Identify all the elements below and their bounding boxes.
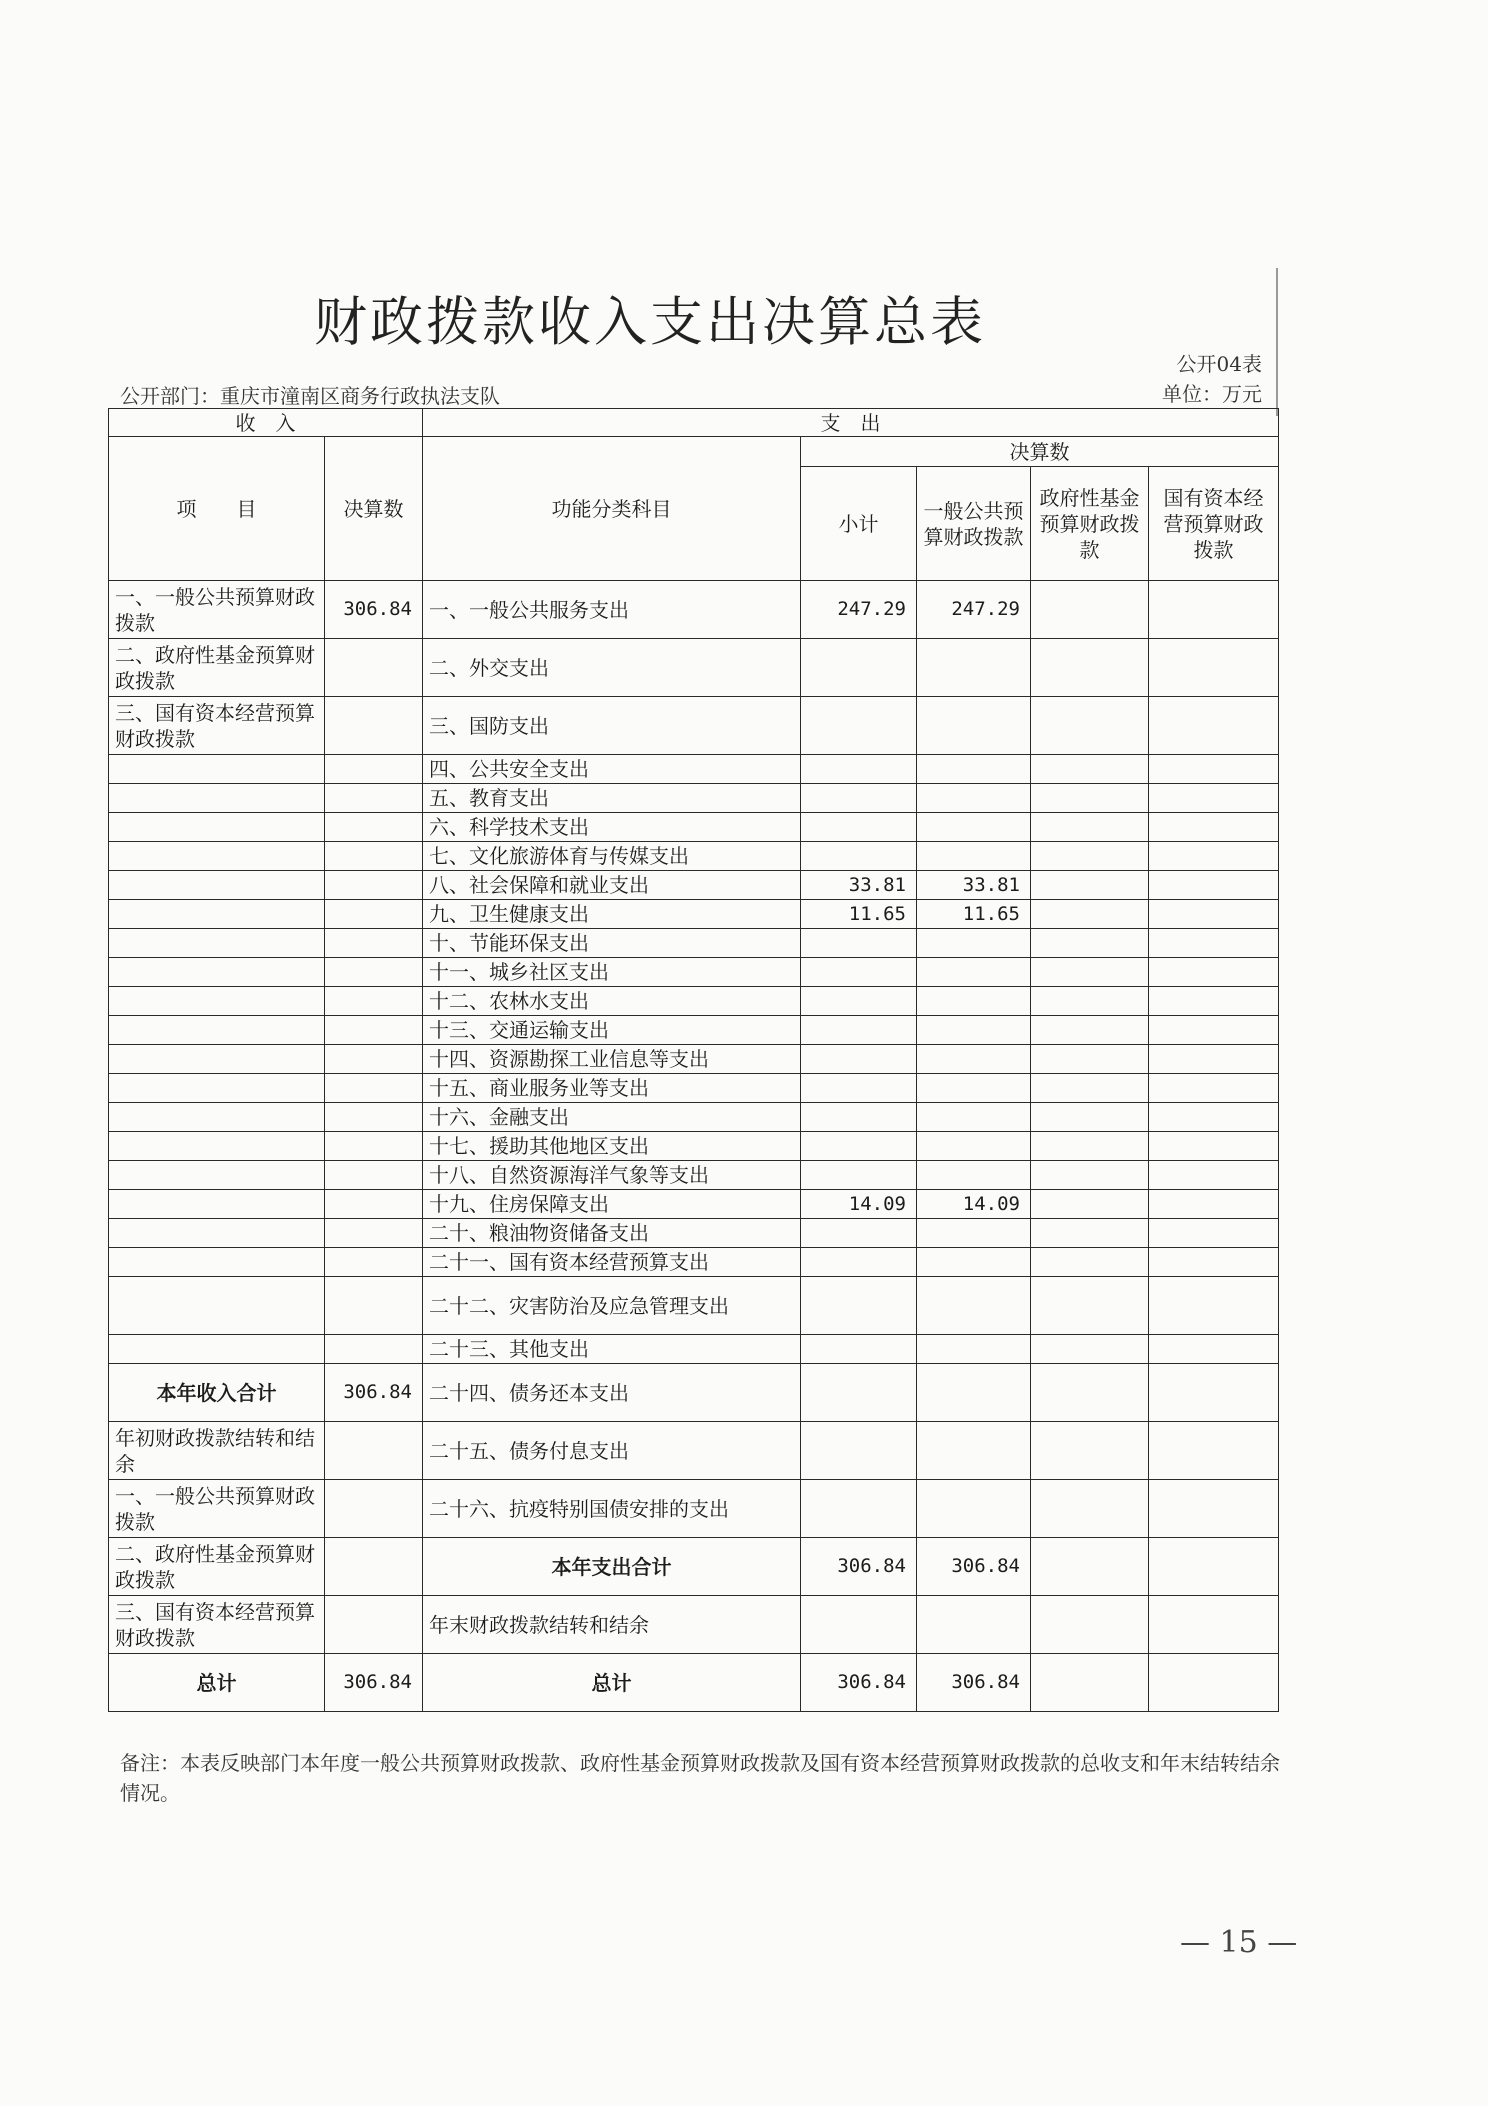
income-amount — [325, 1277, 423, 1335]
income-amount — [325, 1016, 423, 1045]
page-edge-line — [1276, 268, 1278, 416]
table-row — [109, 1335, 1279, 1364]
category-item: 二十四、债务还本支出 — [423, 1364, 801, 1422]
budget-table — [108, 408, 1279, 1712]
income-item: 三、国有资本经营预算财政拨款 — [109, 697, 325, 755]
state-capital-value — [1149, 1364, 1279, 1422]
state-capital-value — [1149, 1335, 1279, 1364]
general-value — [917, 1422, 1031, 1480]
gov-fund-value — [1031, 639, 1149, 697]
general-value: 14.09 — [917, 1190, 1031, 1219]
state-capital-value — [1149, 1103, 1279, 1132]
subtotal-value — [801, 813, 917, 842]
subtotal-value: 14.09 — [801, 1190, 917, 1219]
subtotal-value — [801, 958, 917, 987]
gov-fund-value — [1031, 1190, 1149, 1219]
general-value — [917, 755, 1031, 784]
general-value — [917, 958, 1031, 987]
table-row — [109, 842, 1279, 871]
gov-fund-value — [1031, 813, 1149, 842]
expense-header: 支 出 — [423, 409, 1279, 437]
state-capital-value — [1149, 958, 1279, 987]
gov-fund-value — [1031, 697, 1149, 755]
subtotal-value — [801, 1364, 917, 1422]
state-capital-value — [1149, 1654, 1279, 1712]
state-capital-value — [1149, 1596, 1279, 1654]
income-amount — [325, 1422, 423, 1480]
expense-total-label: 本年支出合计 — [423, 1538, 801, 1596]
income-item — [109, 1161, 325, 1190]
general-value — [917, 1277, 1031, 1335]
income-item — [109, 1103, 325, 1132]
page-title: 财政拨款收入支出决算总表 — [314, 292, 986, 353]
category-item: 二十二、灾害防治及应急管理支出 — [423, 1277, 801, 1335]
subtotal-value — [801, 697, 917, 755]
general-value — [917, 987, 1031, 1016]
state-capital-value — [1149, 1422, 1279, 1480]
subtotal-value: 247.29 — [801, 581, 917, 639]
gov-fund-value — [1031, 871, 1149, 900]
subtotal-value — [801, 1248, 917, 1277]
table-row — [109, 1277, 1279, 1335]
general-value — [917, 842, 1031, 871]
income-amount — [325, 1074, 423, 1103]
income-amount — [325, 987, 423, 1016]
subtotal-value — [801, 639, 917, 697]
subtotal-value — [801, 755, 917, 784]
category-item: 二十三、其他支出 — [423, 1335, 801, 1364]
income-item — [109, 1190, 325, 1219]
general-value: 306.84 — [917, 1654, 1031, 1712]
subtotal-value — [801, 1277, 917, 1335]
category-item: 四、公共安全支出 — [423, 755, 801, 784]
state-capital-value — [1149, 1074, 1279, 1103]
subtotal-value — [801, 1219, 917, 1248]
gov-fund-value — [1031, 958, 1149, 987]
state-capital-value — [1149, 1045, 1279, 1074]
gov-fund-value — [1031, 842, 1149, 871]
subtotal-value — [801, 842, 917, 871]
table-row — [109, 697, 1279, 755]
income-item: 三、国有资本经营预算财政拨款 — [109, 1596, 325, 1654]
income-amount — [325, 1161, 423, 1190]
footnote: 备注：本表反映部门本年度一般公共预算财政拨款、政府性基金预算财政拨款及国有资本经营预算财政拨款的总收支和年末结转结余情况。 — [120, 1751, 1280, 1805]
general-value — [917, 784, 1031, 813]
table-row — [109, 1538, 1279, 1596]
category-item: 六、科学技术支出 — [423, 813, 801, 842]
income-amount: 306.84 — [325, 1364, 423, 1422]
income-item — [109, 1219, 325, 1248]
general-value — [917, 697, 1031, 755]
gov-fund-value — [1031, 1219, 1149, 1248]
gov-fund-value — [1031, 1335, 1149, 1364]
income-header: 收 入 — [109, 409, 423, 437]
income-item — [109, 1132, 325, 1161]
gov-fund-value — [1031, 1480, 1149, 1538]
table-row — [109, 1219, 1279, 1248]
income-amount — [325, 929, 423, 958]
state-capital-value — [1149, 929, 1279, 958]
general-value — [917, 813, 1031, 842]
table-row — [109, 987, 1279, 1016]
subtotal-value: 33.81 — [801, 871, 917, 900]
gov-fund-value — [1031, 987, 1149, 1016]
budget-header: 决算数 — [801, 437, 1279, 467]
table-row — [109, 1480, 1279, 1538]
general-value — [917, 1596, 1031, 1654]
income-item: 一、一般公共预算财政拨款 — [109, 1480, 325, 1538]
income-amount — [325, 1538, 423, 1596]
income-item: 年初财政拨款结转和结余 — [109, 1422, 325, 1480]
gov-fund-value — [1031, 581, 1149, 639]
subtotal-value — [801, 1103, 917, 1132]
category-item: 三、国防支出 — [423, 697, 801, 755]
category-item: 十八、自然资源海洋气象等支出 — [423, 1161, 801, 1190]
general-value: 11.65 — [917, 900, 1031, 929]
income-total-label: 本年收入合计 — [109, 1364, 325, 1422]
gov-fund-value — [1031, 1161, 1149, 1190]
gov-fund-value — [1031, 1016, 1149, 1045]
general-budget-header: 一般公共预算财政拨款 — [917, 467, 1031, 581]
category-header: 功能分类科目 — [423, 437, 801, 581]
category-item: 五、教育支出 — [423, 784, 801, 813]
table-row — [109, 929, 1279, 958]
income-amount — [325, 784, 423, 813]
table-row — [109, 784, 1279, 813]
table-row — [109, 1654, 1279, 1712]
income-amount — [325, 900, 423, 929]
subtotal-value: 306.84 — [801, 1654, 917, 1712]
subtotal-value — [801, 1422, 917, 1480]
state-capital-header: 国有资本经营预算财政拨款 — [1149, 467, 1279, 581]
general-value: 33.81 — [917, 871, 1031, 900]
subtotal-value — [801, 1596, 917, 1654]
table-row — [109, 639, 1279, 697]
category-item: 十六、金融支出 — [423, 1103, 801, 1132]
grand-total-label: 总计 — [109, 1654, 325, 1712]
state-capital-value — [1149, 1132, 1279, 1161]
gov-fund-value — [1031, 1074, 1149, 1103]
general-value — [917, 1016, 1031, 1045]
gov-fund-value — [1031, 755, 1149, 784]
income-item — [109, 900, 325, 929]
gov-fund-value — [1031, 1045, 1149, 1074]
income-amount — [325, 1132, 423, 1161]
subtotal-value — [801, 1045, 917, 1074]
income-item — [109, 784, 325, 813]
income-amount — [325, 1248, 423, 1277]
income-amount — [325, 871, 423, 900]
gov-fund-value — [1031, 929, 1149, 958]
state-capital-value — [1149, 581, 1279, 639]
income-amount — [325, 639, 423, 697]
table-row — [109, 755, 1279, 784]
table-row — [109, 900, 1279, 929]
subtotal-value — [801, 1480, 917, 1538]
state-capital-value — [1149, 813, 1279, 842]
gov-fund-value — [1031, 1248, 1149, 1277]
gov-fund-value — [1031, 1132, 1149, 1161]
category-item: 二十一、国有资本经营预算支出 — [423, 1248, 801, 1277]
grand-total-label: 总计 — [423, 1654, 801, 1712]
income-amount: 306.84 — [325, 1654, 423, 1712]
subtotal-value: 306.84 — [801, 1538, 917, 1596]
category-item: 十二、农林水支出 — [423, 987, 801, 1016]
general-value — [917, 1045, 1031, 1074]
subtotal-value — [801, 1132, 917, 1161]
income-item — [109, 987, 325, 1016]
income-item: 二、政府性基金预算财政拨款 — [109, 1538, 325, 1596]
income-item — [109, 929, 325, 958]
state-capital-value — [1149, 1480, 1279, 1538]
category-item: 二十、粮油物资储备支出 — [423, 1219, 801, 1248]
table-row — [109, 813, 1279, 842]
category-item: 七、文化旅游体育与传媒支出 — [423, 842, 801, 871]
category-item: 十四、资源勘探工业信息等支出 — [423, 1045, 801, 1074]
subtotal-value — [801, 1074, 917, 1103]
state-capital-value — [1149, 639, 1279, 697]
income-item — [109, 1074, 325, 1103]
income-amount-header: 决算数 — [325, 437, 423, 581]
gov-fund-value — [1031, 1103, 1149, 1132]
state-capital-value — [1149, 697, 1279, 755]
income-amount — [325, 1480, 423, 1538]
table-row — [109, 958, 1279, 987]
income-amount — [325, 755, 423, 784]
general-value — [917, 1103, 1031, 1132]
gov-fund-header: 政府性基金预算财政拨款 — [1031, 467, 1149, 581]
table-row — [109, 1016, 1279, 1045]
category-item: 年末财政拨款结转和结余 — [423, 1596, 801, 1654]
page-number: — 15 — — [1180, 1925, 1298, 1960]
income-item: 二、政府性基金预算财政拨款 — [109, 639, 325, 697]
category-item: 十、节能环保支出 — [423, 929, 801, 958]
table-row — [109, 581, 1279, 639]
table-row — [109, 871, 1279, 900]
state-capital-value — [1149, 900, 1279, 929]
income-amount — [325, 1219, 423, 1248]
state-capital-value — [1149, 1161, 1279, 1190]
income-item — [109, 958, 325, 987]
income-item — [109, 1016, 325, 1045]
table-row — [109, 1422, 1279, 1480]
state-capital-value — [1149, 1190, 1279, 1219]
state-capital-value — [1149, 755, 1279, 784]
general-value: 306.84 — [917, 1538, 1031, 1596]
category-item: 九、卫生健康支出 — [423, 900, 801, 929]
income-amount: 306.84 — [325, 581, 423, 639]
category-item: 二、外交支出 — [423, 639, 801, 697]
subtotal-value — [801, 1335, 917, 1364]
category-item: 十一、城乡社区支出 — [423, 958, 801, 987]
income-amount — [325, 958, 423, 987]
gov-fund-value — [1031, 1596, 1149, 1654]
general-value — [917, 1074, 1031, 1103]
table-row — [109, 1103, 1279, 1132]
gov-fund-value — [1031, 1422, 1149, 1480]
income-amount — [325, 1335, 423, 1364]
income-amount — [325, 1190, 423, 1219]
general-value — [917, 929, 1031, 958]
table-row — [109, 1248, 1279, 1277]
general-value — [917, 1219, 1031, 1248]
income-item — [109, 871, 325, 900]
item-header: 项 目 — [109, 437, 325, 581]
table-row — [109, 1596, 1279, 1654]
gov-fund-value — [1031, 784, 1149, 813]
general-value — [917, 1132, 1031, 1161]
category-item: 十三、交通运输支出 — [423, 1016, 801, 1045]
category-item: 二十六、抗疫特别国债安排的支出 — [423, 1480, 801, 1538]
subtotal-header: 小计 — [801, 467, 917, 581]
table-row — [109, 1161, 1279, 1190]
state-capital-value — [1149, 842, 1279, 871]
category-item: 十九、住房保障支出 — [423, 1190, 801, 1219]
income-item — [109, 1248, 325, 1277]
category-item: 八、社会保障和就业支出 — [423, 871, 801, 900]
income-amount — [325, 842, 423, 871]
state-capital-value — [1149, 871, 1279, 900]
income-amount — [325, 697, 423, 755]
state-capital-value — [1149, 987, 1279, 1016]
income-item — [109, 1335, 325, 1364]
subtotal-value: 11.65 — [801, 900, 917, 929]
table-row — [109, 1364, 1279, 1422]
unit-label: 单位：万元 — [1162, 382, 1262, 406]
gov-fund-value — [1031, 1364, 1149, 1422]
income-item — [109, 1277, 325, 1335]
form-number: 公开04表 — [1176, 352, 1262, 376]
state-capital-value — [1149, 1016, 1279, 1045]
general-value — [917, 1161, 1031, 1190]
category-item: 二十五、债务付息支出 — [423, 1422, 801, 1480]
category-item: 一、一般公共服务支出 — [423, 581, 801, 639]
state-capital-value — [1149, 1277, 1279, 1335]
subtotal-value — [801, 987, 917, 1016]
state-capital-value — [1149, 1219, 1279, 1248]
general-value — [917, 639, 1031, 697]
income-amount — [325, 1045, 423, 1074]
income-item — [109, 813, 325, 842]
table-row — [109, 1074, 1279, 1103]
table-row — [109, 1190, 1279, 1219]
general-value — [917, 1480, 1031, 1538]
income-amount — [325, 813, 423, 842]
category-item: 十五、商业服务业等支出 — [423, 1074, 801, 1103]
category-item: 十七、援助其他地区支出 — [423, 1132, 801, 1161]
general-value — [917, 1364, 1031, 1422]
table-row — [109, 1132, 1279, 1161]
department-label: 公开部门：重庆市潼南区商务行政执法支队 — [120, 384, 500, 408]
table-row — [109, 1045, 1279, 1074]
income-amount — [325, 1103, 423, 1132]
subtotal-value — [801, 929, 917, 958]
subtotal-value — [801, 1016, 917, 1045]
gov-fund-value — [1031, 1654, 1149, 1712]
state-capital-value — [1149, 1538, 1279, 1596]
income-item — [109, 842, 325, 871]
income-item — [109, 755, 325, 784]
gov-fund-value — [1031, 900, 1149, 929]
income-amount — [325, 1596, 423, 1654]
gov-fund-value — [1031, 1277, 1149, 1335]
general-value — [917, 1248, 1031, 1277]
subtotal-value — [801, 1161, 917, 1190]
general-value: 247.29 — [917, 581, 1031, 639]
state-capital-value — [1149, 784, 1279, 813]
income-item: 一、一般公共预算财政拨款 — [109, 581, 325, 639]
income-item — [109, 1045, 325, 1074]
general-value — [917, 1335, 1031, 1364]
subtotal-value — [801, 784, 917, 813]
state-capital-value — [1149, 1248, 1279, 1277]
gov-fund-value — [1031, 1538, 1149, 1596]
